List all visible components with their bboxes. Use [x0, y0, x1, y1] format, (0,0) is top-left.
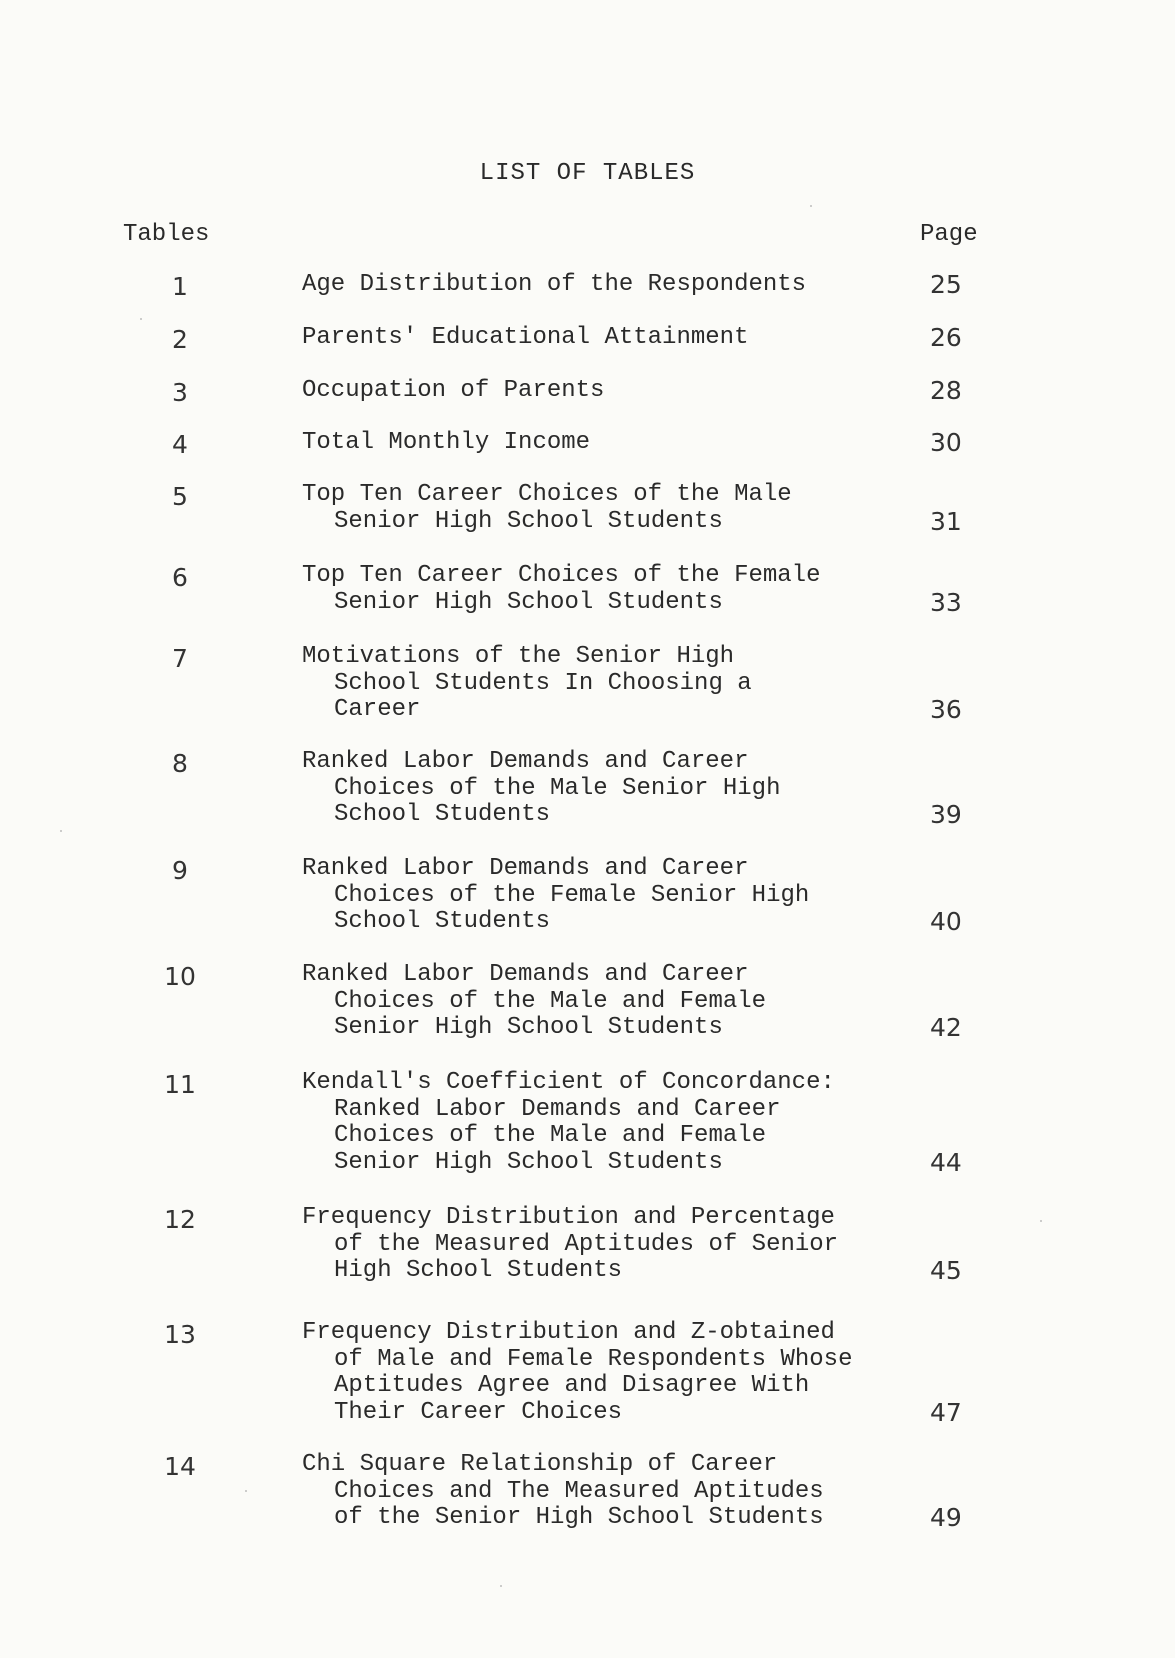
- table-title-line: of the Senior High School Students: [334, 1504, 824, 1531]
- table-title-line: Senior High School Students: [334, 588, 723, 616]
- table-title: [302, 563, 912, 616]
- scan-speck: [1040, 1220, 1042, 1222]
- table-title-line: Parents' Educational Attainment: [302, 324, 749, 351]
- table-title-line: Ranked Labor Demands and Career: [334, 1095, 781, 1123]
- table-title: [302, 1452, 912, 1532]
- table-title-line: Career: [334, 696, 421, 723]
- table-title-line: Choices of the Male and Female: [334, 1122, 767, 1149]
- table-title-line: Total Monthly Income: [302, 429, 591, 456]
- page-number: 30: [930, 428, 962, 457]
- page-number: 31: [930, 506, 962, 536]
- table-title: [302, 1320, 912, 1426]
- table-title-line: Senior High School Students: [334, 1014, 723, 1041]
- table-title-line: Aptitudes Agree and Disagree With: [334, 1372, 810, 1399]
- table-title-line: School Students In Choosing a: [334, 669, 752, 697]
- table-title-line: Choices of the Male and Female: [334, 987, 767, 1015]
- page-number: 49: [930, 1503, 962, 1532]
- table-number: 9: [172, 856, 188, 885]
- table-title: [302, 856, 912, 936]
- table-title: [302, 962, 912, 1042]
- table-number: 4: [172, 430, 188, 459]
- page-number: 47: [930, 1397, 962, 1427]
- page-column-header: Page: [920, 221, 978, 248]
- table-title-line: School Students: [334, 908, 551, 935]
- table-title-line: Senior High School Students: [334, 1148, 723, 1176]
- table-title-line: Choices of the Male Senior High: [334, 774, 781, 802]
- table-title-line: Motivations of the Senior High: [302, 643, 735, 670]
- table-title: [302, 644, 912, 724]
- table-number: 3: [172, 378, 188, 407]
- table-number: 7: [172, 644, 188, 673]
- table-title-line: Age Distribution of the Respondents: [302, 271, 807, 298]
- table-title-line: Choices and The Measured Aptitudes: [334, 1477, 824, 1505]
- table-title: [302, 1070, 912, 1176]
- page-number: 42: [930, 1013, 962, 1042]
- table-title-line: Ranked Labor Demands and Career: [302, 855, 749, 882]
- table-number: 6: [172, 563, 188, 592]
- table-title-line: of the Measured Aptitudes of Senior: [334, 1230, 839, 1258]
- table-title-line: Senior High School Students: [334, 507, 723, 535]
- page-title: LIST OF TABLES: [479, 160, 696, 187]
- page-number: 36: [930, 695, 962, 724]
- table-title: [302, 325, 912, 352]
- table-title: [302, 378, 912, 405]
- page-number: 26: [930, 323, 962, 352]
- page-number: 40: [930, 907, 962, 936]
- table-number: 2: [172, 325, 188, 354]
- table-number: 5: [172, 482, 188, 511]
- table-number: 14: [164, 1452, 196, 1481]
- table-number: 13: [164, 1320, 196, 1349]
- page-number: 28: [930, 376, 962, 405]
- scan-speck: [245, 1490, 247, 1492]
- table-title-line: Frequency Distribution and Z-obtained: [302, 1319, 835, 1346]
- table-title: [302, 272, 912, 299]
- scan-speck: [140, 318, 142, 320]
- table-title: [302, 430, 912, 457]
- scan-speck: [500, 1585, 502, 1587]
- table-title-line: Ranked Labor Demands and Career: [302, 961, 749, 988]
- table-title-line: Ranked Labor Demands and Career: [302, 748, 749, 775]
- table-number: 11: [164, 1070, 196, 1099]
- table-title-line: Frequency Distribution and Percentage: [302, 1204, 835, 1231]
- table-title-line: School Students: [334, 801, 551, 828]
- table-number: 10: [164, 962, 196, 991]
- tables-column-header: Tables: [123, 221, 210, 248]
- page-number: 45: [930, 1256, 962, 1285]
- table-title-line: Occupation of Parents: [302, 377, 605, 404]
- table-title-line: of Male and Female Respondents Whose: [334, 1345, 853, 1373]
- table-title-line: Kendall's Coefficient of Concordance:: [302, 1069, 835, 1096]
- table-title: [302, 749, 912, 829]
- page-number: 33: [930, 587, 962, 617]
- page-number: 39: [930, 800, 962, 829]
- scan-speck: [60, 830, 62, 832]
- table-title-line: Choices of the Female Senior High: [334, 881, 810, 909]
- table-number: 1: [172, 272, 188, 301]
- scan-speck: [810, 205, 812, 207]
- table-title-line: Chi Square Relationship of Career: [302, 1451, 778, 1478]
- page-number: 44: [930, 1147, 962, 1177]
- table-title-line: Top Ten Career Choices of the Male: [302, 481, 792, 508]
- table-title-line: Top Ten Career Choices of the Female: [302, 562, 821, 589]
- table-number: 12: [164, 1205, 196, 1234]
- table-title: [302, 1205, 912, 1285]
- page-number: 25: [930, 270, 962, 299]
- table-title: [302, 482, 912, 535]
- table-number: 8: [172, 749, 188, 778]
- table-title-line: Their Career Choices: [334, 1398, 623, 1426]
- table-title-line: High School Students: [334, 1257, 623, 1284]
